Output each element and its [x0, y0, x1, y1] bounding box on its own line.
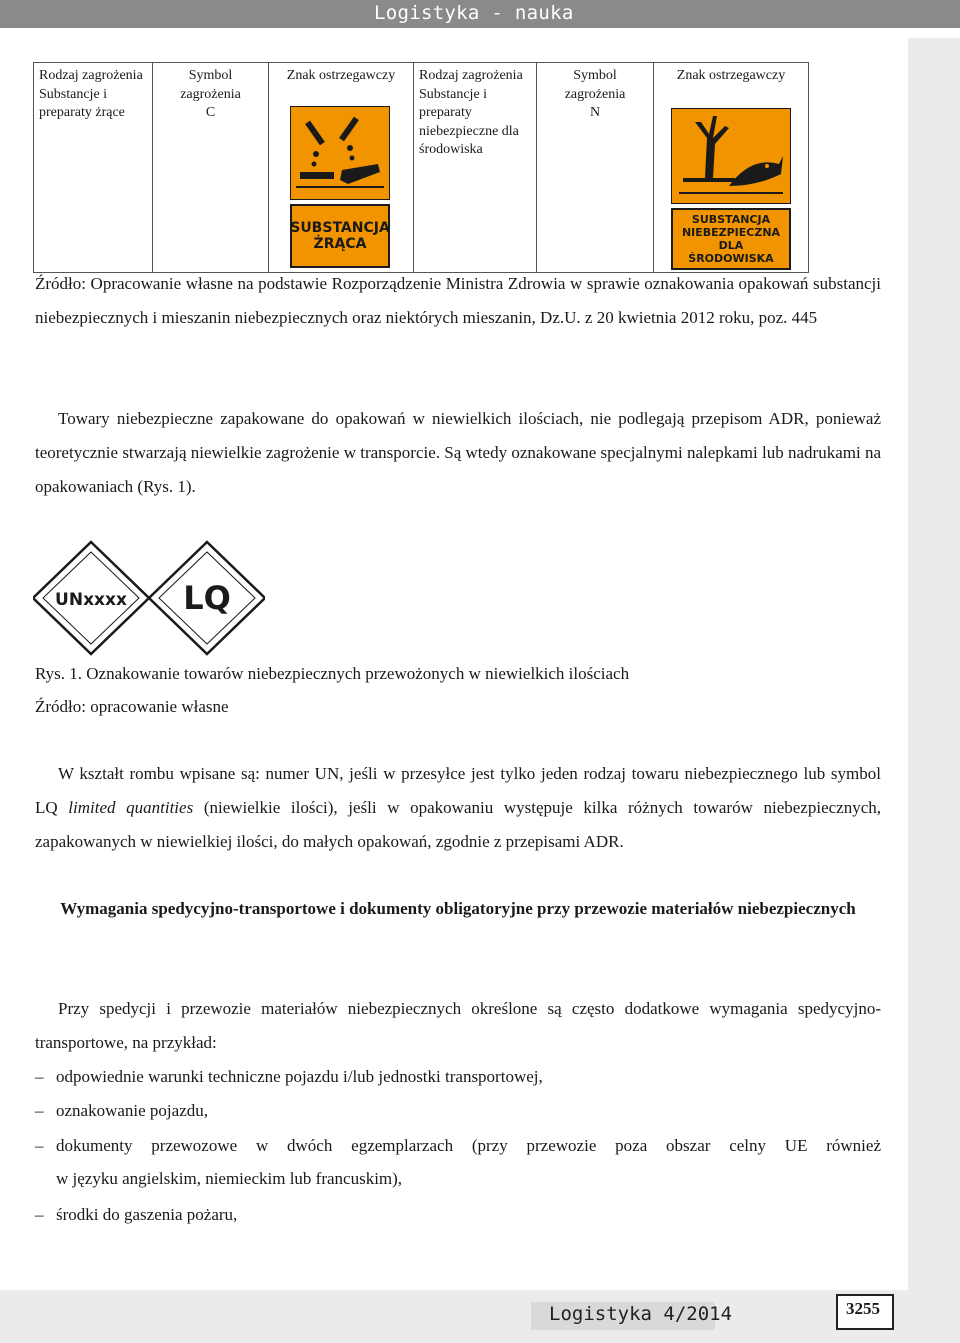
un-number-diamond [33, 542, 149, 654]
page-margin-shade [908, 38, 960, 1343]
limited-quantities-term: limited quantities [68, 798, 194, 817]
lq-text: LQ [183, 579, 231, 617]
table-cell-symbol-2 [537, 63, 654, 273]
corrosive-pictogram-icon [290, 106, 390, 200]
col-header-hazard-symbol-2: Symbol zagrożenia [564, 68, 626, 102]
paragraph-small-quantities: Towary niebezpieczne zapakowane do opakowań w niewielkich ilościach, nie podlegają przepisom ADR, ponieważ teoretycznie stwarzają niewielkie zagrożenie w transporcie. Są wtedy oznakowane specjalnymi nalepkami lub nadrukami na opakowaniach (Rys. 1). [35, 409, 881, 496]
paragraph-requirements-intro: Przy spedycji i przewozie materiałów niebezpiecznych określone są często dodatkowe wymagania spedycyjno-transportowe, na przykład: [35, 999, 881, 1052]
list-item: dokumenty przewozowe w dwóch egzemplarzach (przy przewozie poza obszar celny UE również [56, 1136, 881, 1155]
col-header-warning-sign-1: Znak ostrzegawczy [286, 68, 396, 83]
hazard-type-environment: Substancje i preparaty niebezpieczne dla środowiska [419, 86, 519, 157]
paragraph-un-lq-marking: W kształt rombu wpisane są: numer UN, jeśli w przesyłce jest tylko jeden rodzaj towaru niebezpiecznego lub symbol LQ limited quantities (niewielkie ilości), jeśli w opakowaniu występuje kilka różnych towarów niebezpiecznych, zapakowanych w niewielkiej ilości, do małych opakowań, zgodnie z przepisami ADR. [35, 764, 882, 851]
col-header-hazard-type-1: Rodzaj zagrożenia [39, 68, 143, 83]
running-header-title: Logistyka - nauka [374, 2, 574, 24]
list-item: odpowiednie warunki techniczne pojazdu i/lub jednostki transportowej, [56, 1067, 543, 1086]
col-header-hazard-type-2: Rodzaj zagrożenia [419, 68, 523, 83]
table-source-note: Źródło: Opracowanie własne na podstawie Rozporządzenie Ministra Zdrowia w sprawie oznakowania opakowań substancji niebezpiecznych i mieszanin niebezpiecznych oraz niektórych mieszanin, Dz.U. z 20 kwietnia 2012 roku, poz. 445 [35, 274, 881, 327]
lq-diamond [149, 542, 265, 654]
section-heading: Wymagania spedycyjno-transportowe i dokumenty obligatoryjne przy przewozie materiałów niebezpiecznych [60, 899, 856, 918]
hazard-symbol-n: N [589, 105, 601, 120]
hazard-symbol-c: C [205, 105, 216, 120]
footer-shade [0, 1290, 908, 1343]
col-header-warning-sign-2: Znak ostrzegawczy [676, 68, 786, 83]
table-cell-sign-1 [269, 63, 414, 273]
figure-caption: Rys. 1. Oznakowanie towarów niebezpiecznych przewożonych w niewielkich ilościach [35, 664, 630, 683]
hazard-table [33, 62, 809, 273]
page-number: 3255 [846, 1299, 880, 1318]
figure-source: Źródło: opracowanie własne [35, 697, 229, 716]
figure-diamond-marks [33, 540, 265, 658]
corrosive-sign-label: SUBSTANCJA ŻRĄCA [290, 204, 390, 268]
hazard-type-corrosive: Substancje i preparaty żrące [39, 86, 125, 120]
col-header-hazard-symbol-1: Symbol zagrożenia [180, 68, 241, 102]
environment-sign-label: SUBSTANCJA NIEBEZPIECZNA DLA ŚRODOWISKA [671, 208, 791, 270]
table-cell-sign-2 [654, 63, 809, 273]
table-cell-symbol-1 [153, 63, 269, 273]
environment-pictogram-icon [671, 108, 791, 204]
dash-bullet-icon: – [35, 1067, 44, 1086]
un-number-text: UNxxxx [55, 590, 127, 610]
dash-bullet-icon: – [35, 1101, 44, 1120]
list-item: środki do gaszenia pożaru, [56, 1205, 238, 1224]
table-cell-type-2 [414, 63, 537, 273]
list-item: oznakowanie pojazdu, [56, 1101, 208, 1120]
dash-bullet-icon: – [35, 1205, 44, 1224]
list-item-continuation: w języku angielskim, niemieckim lub francuskim), [56, 1169, 403, 1188]
dash-bullet-icon: – [35, 1136, 44, 1155]
footer-journal-title: Logistyka 4/2014 [549, 1303, 733, 1325]
table-cell-type-1 [34, 63, 153, 273]
